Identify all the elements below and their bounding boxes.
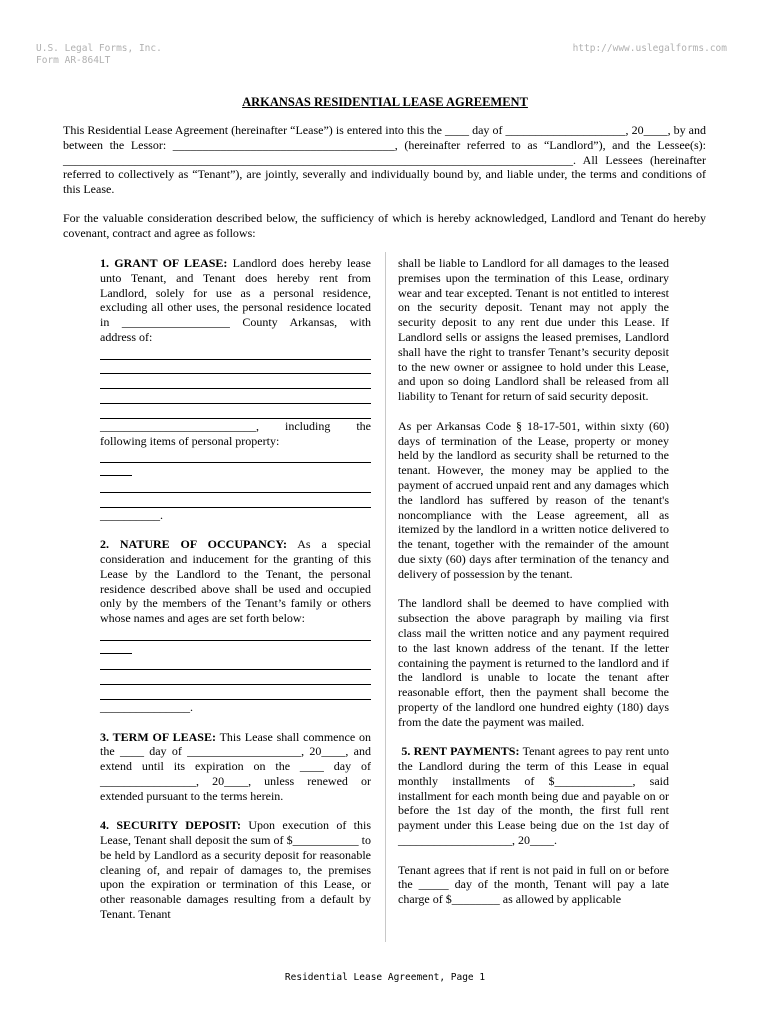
consideration-paragraph: For the valuable consideration described below, the sufficiency of which is hereby acknowledged, Landlord and Tenant do hereby covenant, contract and agree as follows:: [63, 211, 706, 240]
term-heading: 3. TERM OF LEASE:: [100, 729, 216, 744]
header-company: U.S. Legal Forms, Inc.: [36, 43, 162, 54]
occupancy-heading: 2. NATURE OF OCCUPANCY:: [100, 537, 287, 552]
section-deposit: [100, 818, 371, 922]
address-line: [100, 389, 371, 404]
rent-text: Tenant agrees to pay rent unto the Landlord during the term of this Lease in equal monthly installments of $_____________, said installment for each month being due and payable on or before the 1st day of the month, the first full rent payment under this Lease being due on the 1st day of ___________________, 20____.: [398, 744, 670, 848]
grant-tail: __________.: [100, 507, 163, 522]
left-column: [100, 256, 371, 922]
occupant-line: [100, 656, 371, 671]
right-column: [398, 256, 669, 907]
section-term: [100, 730, 371, 804]
section-rent: [398, 744, 669, 848]
page-footer: Residential Lease Agreement, Page 1: [284, 972, 486, 983]
address-line: [100, 374, 371, 389]
rent-late-charge: Tenant agrees that if rent is not paid in full on or before the _____ day of the month, Tenant will pay a late charge of $________ as allowed by applicable: [398, 862, 669, 907]
address-line: [100, 360, 371, 375]
term-text: This Lease shall commence on the ____ day of ___________________, 20____, and extend until its expiration on the ____ day of ________________, 20____, unless renewed or extended pursuant to the terms herein.: [100, 729, 372, 803]
section-grant: [100, 256, 371, 345]
intro-paragraph: This Residential Lease Agreement (hereinafter “Lease”) is entered into this the ____ day of ____________________, 20____, by and between the Lessor: _____________________________________, (hereinafter referred to as “Landlord”), and the Lessee(s): _____________________________________________________________________________________. All Lessees (hereinafter referred to collectively as “Tenant”), are jointly, severally and individually bound by, and liable under, the terms and conditions of this Lease.: [63, 123, 706, 197]
deposit-heading: 4. SECURITY DEPOSIT:: [100, 818, 242, 833]
section-occupancy: [100, 537, 371, 626]
deposit-continued: shall be liable to Landlord for all damages to the leased premises upon the termination of this Lease, ordinary wear and tear excepted. Tenant is not entitled to interest on the security deposit. Tenant may not apply the security deposit to any rent due under this Lease. If Landlord sells or assigns the leased premises, Landlord shall have the right to transfer Tenant’s security deposit to the new owner or assignee to hold under this Lease, and upon so doing Landlord shall be released from all liability to Tenant for return of said security deposit.: [398, 256, 669, 404]
occupant-line: [100, 670, 371, 685]
occupant-line: [100, 685, 371, 700]
grant-heading: 1. GRANT OF LEASE:: [100, 256, 228, 270]
deposit-arkansas-code: As per Arkansas Code § 18-17-501, within sixty (60) days of termination of the Lease, property or money held by the landlord as security shall be returned to the tenant. However, the money may be applied to the payment of accrued unpaid rent and any damages which the landlord has suffered by reason of the tenant's noncompliance with the Lease agreement, all as itemized by the landlord in a written notice delivered to the tenant, together with the remainder of the amount due sixty (60) days after termination of the tenancy and delivery of possession by the tenant.: [398, 418, 669, 581]
property-line: [100, 493, 371, 508]
address-line: [100, 345, 371, 360]
header-form-id: Form AR-864LT: [36, 55, 111, 66]
rent-heading: 5. RENT PAYMENTS:: [401, 744, 520, 759]
header-left: [36, 43, 162, 67]
grant-including: __________________________, including the following items of personal property:: [100, 418, 371, 448]
occupancy-text: As a special consideration and inducement for the granting of this Lease by the Landlord to the Tenant, the personal residence described above shall be used and occupied only by the members of the Tenant’s family or others whose names and ages are set forth below:: [100, 537, 371, 626]
occupant-line: [100, 626, 371, 641]
property-line: [100, 448, 371, 463]
deposit-text: Upon execution of this Lease, Tenant shall deposit the sum of $___________ to be held by Landlord as a security deposit for reasonable cleaning of, and repair of damages to, the premises upon the expiration or termination of this Lease, or other reasonable damages resulting from a default by Tenant. Tenant: [100, 818, 372, 922]
occupant-line-short: [100, 641, 371, 656]
document-title: ARKANSAS RESIDENTIAL LEASE AGREEMENT: [242, 95, 528, 109]
property-line-short: [100, 463, 371, 478]
column-divider: [385, 252, 386, 942]
address-line: [100, 404, 371, 419]
property-line: [100, 478, 371, 493]
header-url[interactable]: http://www.uslegalforms.com: [572, 43, 727, 54]
deposit-mailing: The landlord shall be deemed to have complied with subsection the above paragraph by mailing via first class mail the written notice and any payment required to the last known address of the tenant. If the letter containing the payment is returned to the landlord and if the landlord is unable to locate the tenant after reasonable effort, then the payment shall become the property of the landlord one hundred eighty (180) days from the date the payment was mailed.: [398, 596, 669, 729]
grant-text: Landlord does hereby lease unto Tenant, and Tenant does hereby rent from Landlord, solely for use as a personal residence, excluding all other uses, the personal residence located in __________________ County Arkansas, with address of:: [100, 256, 371, 344]
occupancy-tail: _______________.: [100, 699, 193, 714]
